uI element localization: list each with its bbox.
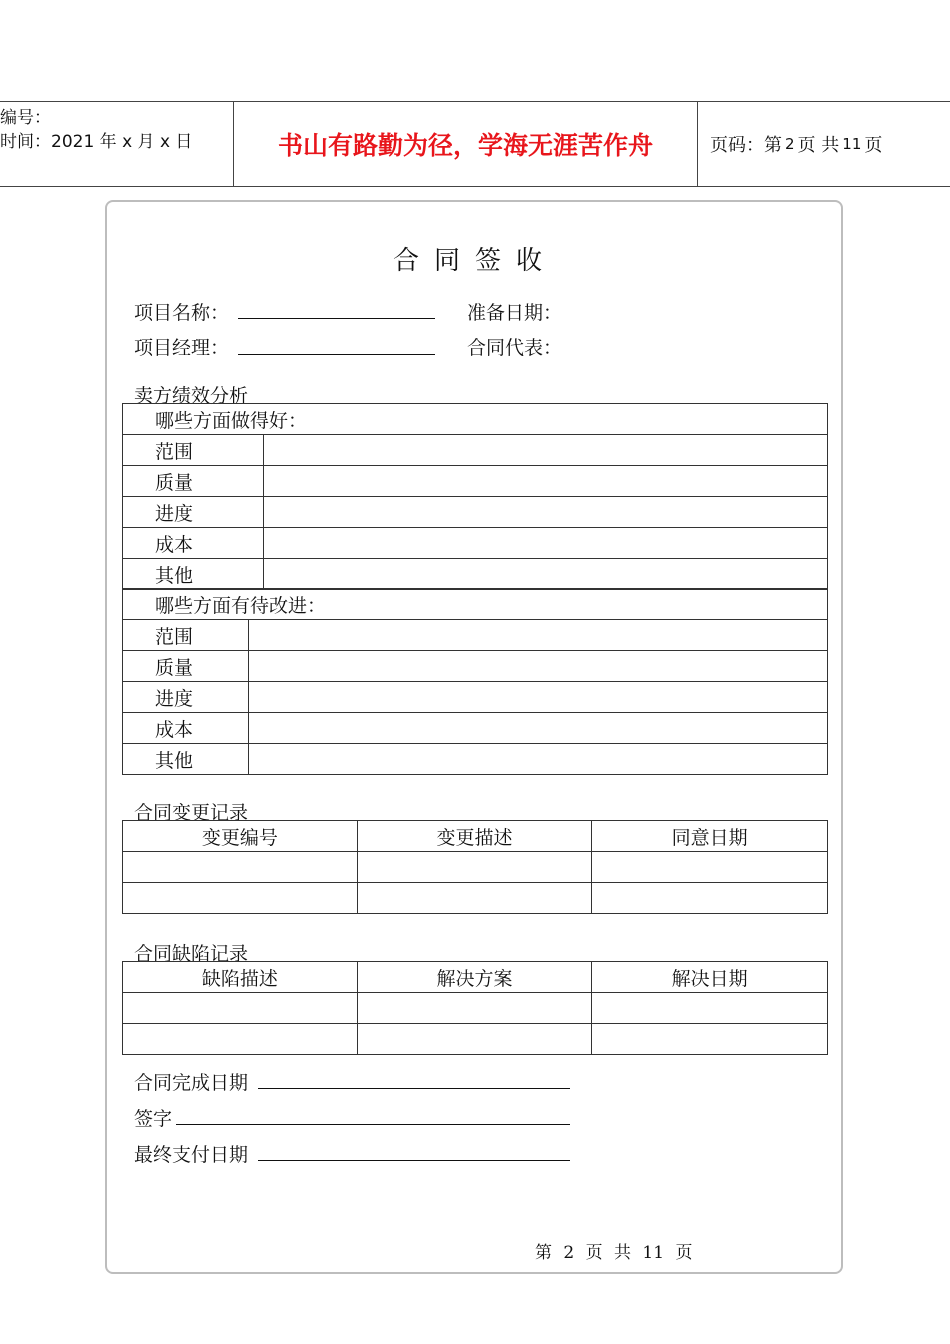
table-row xyxy=(123,993,828,1024)
changes-cell[interactable] xyxy=(357,883,592,914)
good-row-cell[interactable] xyxy=(263,559,827,590)
table-row xyxy=(123,620,828,651)
improve-row-label: 质量 xyxy=(123,651,249,682)
header-divider xyxy=(697,102,698,186)
final-payment-date-field[interactable] xyxy=(258,1160,570,1161)
defects-header-row xyxy=(123,962,828,993)
page-mid: 页 共 xyxy=(797,135,840,156)
improve-row-cell[interactable] xyxy=(248,620,827,651)
improve-row-label: 成本 xyxy=(123,713,249,744)
page-suffix: 页 xyxy=(864,135,883,156)
performance-table xyxy=(122,403,828,590)
header-motto: 书山有路勤为径，学海无涯苦作舟 xyxy=(277,131,653,160)
improve-row-cell[interactable] xyxy=(248,682,827,713)
defects-cell[interactable] xyxy=(123,993,358,1024)
defects-cell[interactable] xyxy=(357,1024,592,1055)
changes-header-row xyxy=(123,821,828,852)
table-row xyxy=(123,466,828,497)
improvement-table xyxy=(122,588,828,775)
changes-header-cell: 变更描述 xyxy=(357,821,592,852)
table-row xyxy=(123,744,828,775)
good-row-cell[interactable] xyxy=(263,497,827,528)
table-row xyxy=(123,883,828,914)
defects-section-title: 合同缺陷记录 xyxy=(134,943,249,965)
improve-row-cell[interactable] xyxy=(248,744,827,775)
page-footer: 第 2 页 共 11 页 xyxy=(535,1243,693,1263)
page-prefix: 页码：第 xyxy=(710,135,782,156)
good-row-label: 范围 xyxy=(123,435,264,466)
performance-section-title: 卖方绩效分析 xyxy=(134,385,249,407)
project-name-field[interactable] xyxy=(238,318,435,319)
table-row xyxy=(123,435,828,466)
defects-cell[interactable] xyxy=(592,993,828,1024)
defects-cell[interactable] xyxy=(123,1024,358,1055)
improve-heading-row xyxy=(123,589,828,620)
project-manager-label: 项目经理： xyxy=(134,337,230,359)
project-name-label: 项目名称： xyxy=(134,302,230,324)
defects-header-cell: 解决方案 xyxy=(357,962,592,993)
signature-label: 签字 xyxy=(134,1108,173,1130)
completion-date-field[interactable] xyxy=(258,1088,570,1089)
table-row xyxy=(123,651,828,682)
improve-row-label: 范围 xyxy=(123,620,249,651)
prep-date-label: 准备日期： xyxy=(467,302,563,324)
good-row-label: 进度 xyxy=(123,497,264,528)
changes-cell[interactable] xyxy=(592,852,828,883)
improve-row-label: 进度 xyxy=(123,682,249,713)
table-row xyxy=(123,497,828,528)
document-time-label: 时间：2021 年 x 月 x 日 xyxy=(0,132,193,152)
changes-table xyxy=(122,820,828,914)
good-heading: 哪些方面做得好： xyxy=(123,404,828,435)
table-row xyxy=(123,682,828,713)
improve-row-cell[interactable] xyxy=(248,713,827,744)
good-row-label: 成本 xyxy=(123,528,264,559)
improve-row-cell[interactable] xyxy=(248,651,827,682)
document-number-label: 编号： xyxy=(0,108,51,128)
changes-cell[interactable] xyxy=(592,883,828,914)
contract-rep-label: 合同代表： xyxy=(467,337,563,359)
good-heading-row xyxy=(123,404,828,435)
table-row xyxy=(123,1024,828,1055)
table-row xyxy=(123,559,828,590)
document-header xyxy=(0,101,950,187)
signature-field[interactable] xyxy=(176,1124,570,1125)
page-current: 2 xyxy=(785,135,795,153)
good-row-cell[interactable] xyxy=(263,466,827,497)
header-page-number xyxy=(710,102,882,186)
document-title: 合同签收 xyxy=(392,246,557,276)
changes-section-title: 合同变更记录 xyxy=(134,802,249,824)
completion-date-label: 合同完成日期 xyxy=(134,1072,249,1094)
improve-row-label: 其他 xyxy=(123,744,249,775)
good-row-cell[interactable] xyxy=(263,435,827,466)
table-row xyxy=(123,713,828,744)
changes-header-cell: 变更编号 xyxy=(123,821,358,852)
improve-heading: 哪些方面有待改进： xyxy=(123,589,828,620)
changes-cell[interactable] xyxy=(123,852,358,883)
defects-table xyxy=(122,961,828,1055)
defects-header-cell: 缺陷描述 xyxy=(123,962,358,993)
changes-header-cell: 同意日期 xyxy=(592,821,828,852)
project-manager-field[interactable] xyxy=(238,354,435,355)
changes-cell[interactable] xyxy=(357,852,592,883)
table-row xyxy=(123,852,828,883)
good-row-cell[interactable] xyxy=(263,528,827,559)
defects-cell[interactable] xyxy=(357,993,592,1024)
good-row-label: 其他 xyxy=(123,559,264,590)
header-meta xyxy=(0,106,192,154)
defects-header-cell: 解决日期 xyxy=(592,962,828,993)
table-row xyxy=(123,528,828,559)
page-total: 11 xyxy=(842,135,862,153)
defects-cell[interactable] xyxy=(592,1024,828,1055)
changes-cell[interactable] xyxy=(123,883,358,914)
good-row-label: 质量 xyxy=(123,466,264,497)
final-payment-date-label: 最终支付日期 xyxy=(134,1144,249,1166)
